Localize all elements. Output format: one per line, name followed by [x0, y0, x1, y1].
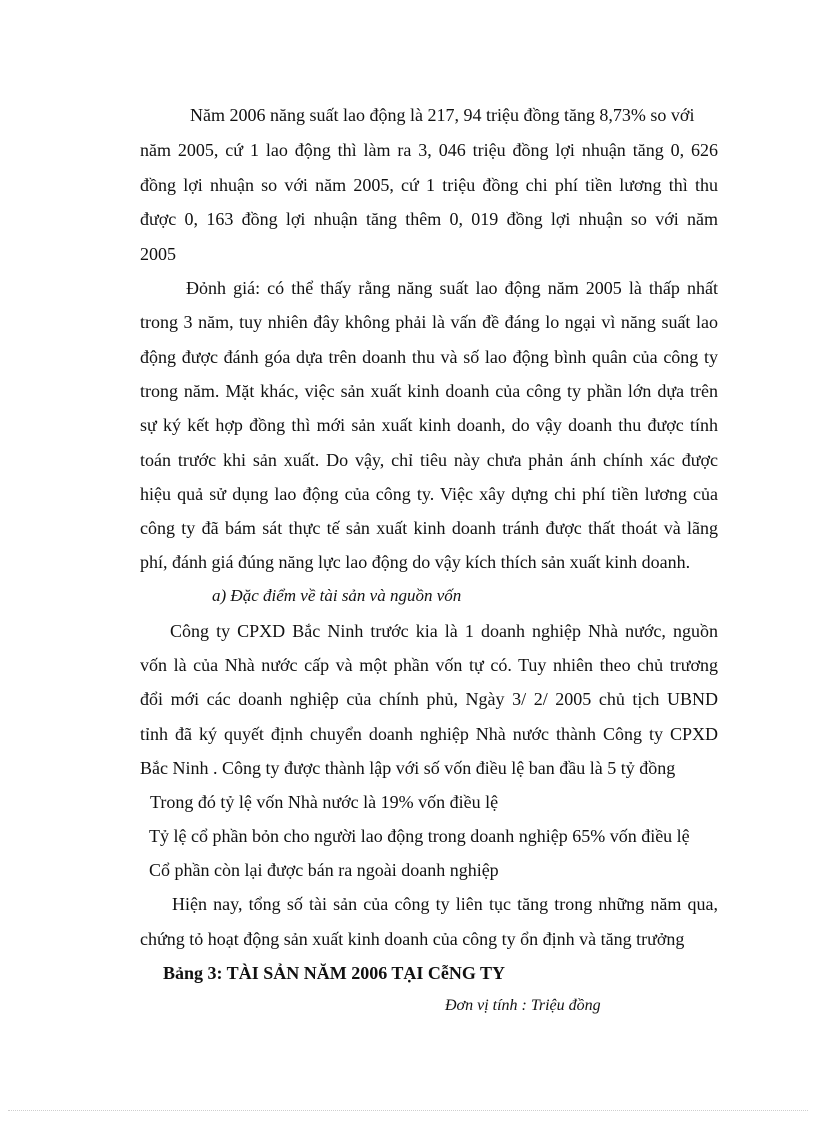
paragraph-3-line-4: tỉnh đã ký quyết định chuyển doanh nghiệp Nhà nước thành Công ty CPXD	[140, 724, 718, 744]
page-bottom-divider	[8, 1110, 808, 1111]
paragraph-2-line-5: sự ký kết hợp đồng thì mới sản xuất kinh doanh, do vậy doanh thu được tính	[140, 415, 718, 435]
paragraph-3-line-1: Công ty CPXD Bắc Ninh trước kia là 1 doanh nghiệp Nhà nước, nguồn	[170, 621, 718, 641]
paragraph-3-line-5: Bắc Ninh . Công ty được thành lập với số vốn điều lệ ban đầu là 5 tỷ đồng	[140, 758, 676, 778]
paragraph-2-line-3: động được đánh góa dựa trên doanh thu và số lao động bình quân của công ty	[140, 347, 718, 367]
paragraph-1-line-4: được 0, 163 đồng lợi nhuận tăng thêm 0, 019 đồng lợi nhuận so với năm	[140, 209, 718, 229]
paragraph-1-line-2: năm 2005, cứ 1 lao động thì làm ra 3, 046 triệu đồng lợi nhuận tăng 0, 626	[140, 140, 718, 160]
paragraph-4-line-1: Hiện nay, tổng số tài sản của công ty liên tục tăng trong những năm qua,	[172, 894, 718, 914]
paragraph-2-line-9: phí, đánh giá đúng năng lực lao động do vậy kích thích sản xuất kinh doanh.	[140, 552, 691, 572]
list-item-1: Trong đó tỷ lệ vốn Nhà nước là 19% vốn điều lệ	[150, 792, 499, 812]
paragraph-2-line-1: Đỏnh giá: có thể thấy rằng năng suất lao động năm 2005 là thấp nhất	[186, 278, 718, 298]
list-item-2: Tỷ lệ cổ phần bỏn cho người lao động trong doanh nghiệp 65% vốn điều lệ	[149, 826, 690, 846]
paragraph-3-line-2: vốn là của Nhà nước cấp và một phần vốn tự có. Tuy nhiên theo chủ trương	[140, 655, 718, 675]
paragraph-2-line-2: trong 3 năm, tuy nhiên đây không phải là vấn đề đáng lo ngại vì năng suất lao	[140, 312, 718, 332]
paragraph-1-line-5: 2005	[140, 244, 176, 264]
paragraph-4-line-2: chứng tỏ hoạt động sản xuất kinh doanh của công ty ổn định và tăng trưởng	[140, 929, 685, 949]
list-item-3: Cổ phần còn lại được bán ra ngoài doanh nghiệp	[149, 860, 499, 880]
section-heading: a) Đặc điểm về tài sản và nguồn vốn	[212, 586, 462, 605]
paragraph-2-line-6: toán trước khi sản xuất. Do vậy, chỉ tiêu này chưa phản ánh chính xác được	[140, 450, 718, 470]
paragraph-2-line-7: hiệu quả sử dụng lao động của công ty. Việc xây dựng chi phí tiền lương của	[140, 484, 718, 504]
paragraph-1-line-3: đồng lợi nhuận so với năm 2005, cứ 1 triệu đồng chi phí tiền lương thì thu	[140, 175, 718, 195]
paragraph-1-line-1: Năm 2006 năng suất lao động là 217, 94 triệu đồng tăng 8,73% so với	[190, 105, 695, 125]
paragraph-3-line-3: đổi mới các doanh nghiệp của chính phủ, Ngày 3/ 2/ 2005 chủ tịch UBND	[140, 689, 718, 709]
paragraph-2-line-8: công ty đã bám sát thực tế sản xuất kinh doanh tránh được thất thoát và lãng	[140, 518, 718, 538]
table-title: Bảng 3: TÀI SẢN NĂM 2006 TẠI CễNG TY	[163, 963, 506, 983]
unit-note: Đơn vị tính : Triệu đồng	[445, 997, 601, 1014]
paragraph-2-line-4: trong năm. Mặt khác, việc sản xuất kinh doanh của công ty phần lớn dựa trên	[140, 381, 718, 401]
